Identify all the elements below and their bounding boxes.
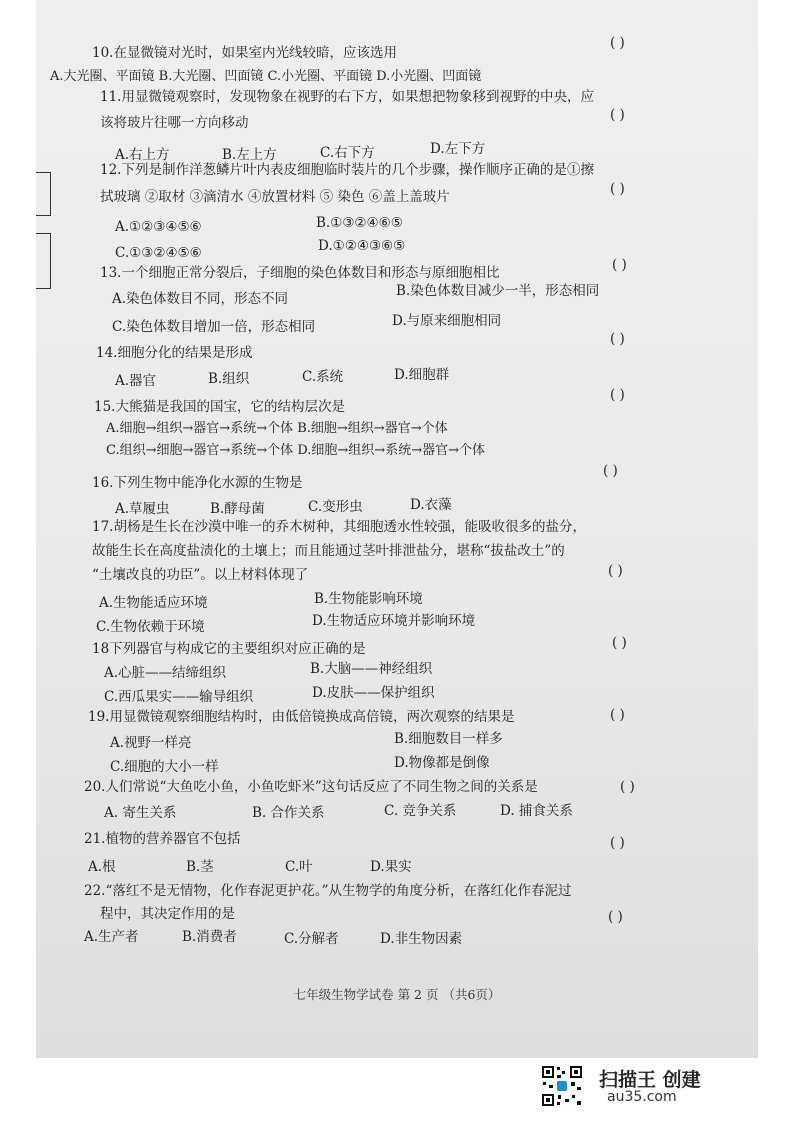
option-b[interactable]: B. 合作关系 [252,805,325,821]
option-d[interactable]: D.皮肤——保护组织 [312,685,435,701]
option-c[interactable]: C.①③②④⑤⑥ [115,245,202,261]
option-c[interactable]: C.生物依赖于环境 [96,619,205,635]
option-b[interactable]: B.细胞数目一样多 [394,731,503,747]
question-stem: 21.植物的营养器官不包括 [84,831,241,847]
answer-slot[interactable]: ( ) [620,779,635,795]
question-stem-cont: 故能生长在高度盐渍化的土壤上；而且能通过茎叶排泄盐分，堪称“拔盐改土”的 [92,543,565,559]
option-d[interactable]: D.果实 [370,859,412,875]
question-stem: 17.胡杨是生长在沙漠中唯一的乔木树种，其细胞透水性较强，能吸收很多的盐分， [92,519,586,535]
option-a[interactable]: A.生物能适应环境 [99,595,208,611]
answer-slot[interactable]: ( ) [610,181,625,197]
option-b[interactable]: B.组织 [208,371,250,387]
question-stem-cont: 程中，其决定作用的是 [100,906,235,922]
answer-slot[interactable]: ( ) [603,463,618,479]
option-b[interactable]: B.茎 [186,859,214,875]
option-d[interactable]: D.与原来细胞相同 [392,313,502,329]
question-stem: 10.在显微镜对光时，如果室内光线较暗，应该选用 [92,45,397,61]
page-footer: 七年级生物学试卷 第 2 页 （共6页） [293,987,501,1002]
answer-slot[interactable]: ( ) [610,331,625,347]
question-stem-cont: “土壤改良的功臣”。以上材料体现了 [92,567,309,583]
option-c[interactable]: C.分解者 [284,931,339,947]
option-c[interactable]: C. 竞争关系 [384,803,457,819]
option-b[interactable]: B.左上方 [222,147,277,163]
option-c[interactable]: C.系统 [302,369,344,385]
brand-url: au35.com [607,1089,677,1105]
option-a[interactable]: A.器官 [115,373,157,389]
option-b[interactable]: B.大脑——神经组织 [310,661,433,677]
scan-margin [0,0,36,1058]
option-b[interactable]: B.酵母菌 [210,501,265,517]
option-c[interactable]: C.变形虫 [308,499,363,515]
margin-box-mark [36,233,51,289]
option-b[interactable]: B.染色体数目减少一半，形态相同 [396,283,600,299]
option-a[interactable]: A.①②③④⑤⑥ [115,219,202,235]
option-d[interactable]: D.左下方 [430,141,486,157]
answer-slot[interactable]: ( ) [612,257,627,273]
question-stem: 12.下列是制作洋葱鳞片叶内表皮细胞临时装片的几个步骤，操作顺序正确的是①擦 [100,162,594,178]
scanner-watermark [541,1065,731,1109]
question-stem: 18下列器官与构成它的主要组织对应正确的是 [92,641,366,657]
answer-slot[interactable]: ( ) [610,707,625,723]
question-stem: 19.用显微镜观察细胞结构时，由低倍镜换成高倍镜，两次观察的结果是 [88,709,515,725]
margin-box-mark [36,172,51,216]
option-d[interactable]: D.细胞群 [394,367,450,383]
option-c[interactable]: C.细胞的大小一样 [110,759,219,775]
option-a[interactable]: A.染色体数目不同，形态不同 [112,291,289,307]
option-a[interactable]: A. 寄生关系 [104,805,177,821]
answer-slot[interactable]: ( ) [610,35,625,51]
answer-slot[interactable]: ( ) [610,107,625,123]
option-d[interactable]: D.衣藻 [410,497,452,513]
option-d[interactable]: D.①②④③⑥⑤ [318,238,406,254]
question-stem-cont: 该将玻片往哪一方向移动 [100,115,249,131]
option-d[interactable]: D.非生物因素 [380,931,463,947]
question-stem: 20.人们常说“大鱼吃小鱼，小鱼吃虾米”这句话反应了不同生物之间的关系是 [84,779,538,795]
answer-slot[interactable]: ( ) [612,635,627,651]
option-a[interactable]: A.视野一样亮 [110,735,192,751]
answer-slot[interactable]: ( ) [608,563,623,579]
question-stem-cont: 拭玻璃 ②取材 ③滴清水 ④放置材料 ⑤ 染色 ⑥盖上盖玻片 [100,189,450,205]
option-c[interactable]: C.染色体数目增加一倍，形态相同 [112,319,316,335]
question-stem: 16.下列生物中能净化水源的生物是 [92,475,303,491]
answer-slot[interactable]: ( ) [610,835,625,851]
option-c[interactable]: C.叶 [285,859,313,875]
option-a[interactable]: A.右上方 [115,147,170,163]
option-line[interactable]: A.细胞→组织→器官→系统→个体 B.细胞→组织→器官→个体 [106,421,448,436]
question-stem: 14.细胞分化的结果是形成 [96,345,253,361]
option-d[interactable]: D.生物适应环境并影响环境 [312,613,476,629]
question-stem: 13.一个细胞正常分裂后，子细胞的染色体数目和形态与原细胞相比 [100,265,500,281]
qr-code-icon [541,1065,583,1107]
option-a[interactable]: A.草履虫 [115,501,170,517]
option-d[interactable]: D. 捕食关系 [500,803,573,819]
question-stem: 15.大熊猫是我国的国宝，它的结构层次是 [94,399,345,415]
question-stem: 22.“落红不是无情物，化作春泥更护花。”从生物学的角度分析，在落红化作春泥过 [84,883,572,899]
answer-slot[interactable]: ( ) [608,909,623,925]
option-b[interactable]: B.①③②④⑥⑤ [316,215,403,231]
option-c[interactable]: C.西瓜果实——输导组织 [104,689,254,705]
option-a[interactable]: A.心脏——结缔组织 [104,665,227,681]
option-d[interactable]: D.物像都是倒像 [394,755,490,771]
option-line: A.大光圈、平面镜 B.大光圈、凹面镜 C.小光圈、平面镜 D.小光圈、凹面镜 [50,69,482,84]
option-a[interactable]: A.生产者 [84,929,139,945]
option-b[interactable]: B.消费者 [182,929,237,945]
answer-slot[interactable]: ( ) [610,387,625,403]
brand-name: 扫描王 创建 [599,1069,701,1091]
option-b[interactable]: B.生物能影响环境 [314,591,423,607]
option-a[interactable]: A.根 [88,859,116,875]
option-line[interactable]: C.组织→细胞→器官→系统→个体 D.细胞→组织→系统→器官→个体 [106,443,485,458]
option-c[interactable]: C.右下方 [320,145,375,161]
question-stem: 11.用显微镜观察时，发现物象在视野的右下方，如果想把物象移到视野的中央，应 [100,89,594,105]
